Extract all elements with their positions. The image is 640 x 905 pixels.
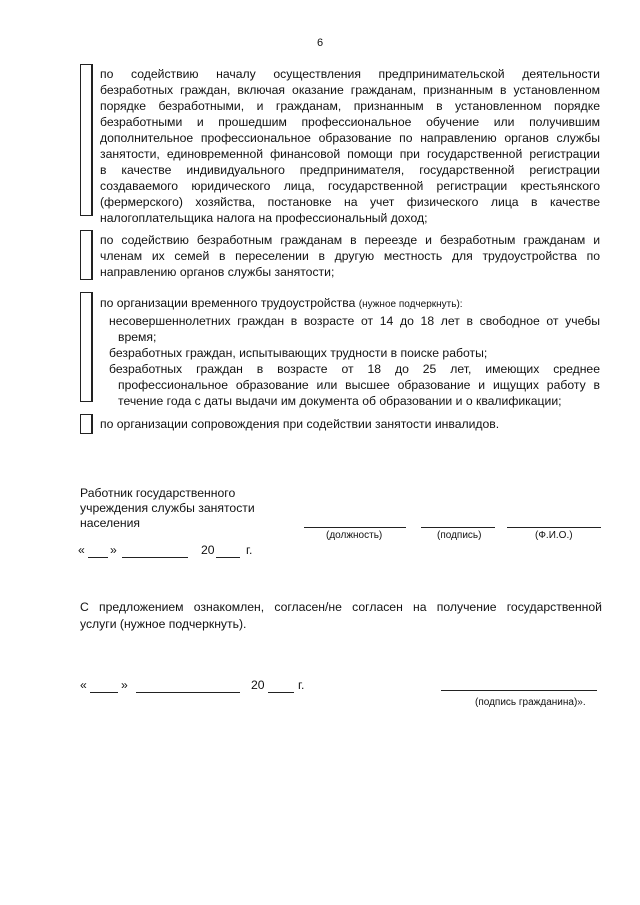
item-1-line: (фермерского) хозяйства, постановке на учет физического лица в качестве	[100, 195, 600, 209]
item-4-line: по организации сопровождения при содействии занятости инвалидов.	[100, 417, 500, 431]
citizen-date-day-line[interactable]	[90, 692, 118, 693]
worker-label-line3: населения	[80, 516, 141, 530]
item-3-option-minors-cont: время;	[118, 330, 157, 344]
item-3-option-difficulty[interactable]: безработных граждан, испытывающих трудности в поиске работы;	[109, 346, 488, 360]
item-1-line: занятости, единовременной финансовой помощи при государственной регистрации	[100, 147, 600, 161]
item-4-checkbox[interactable]	[80, 414, 93, 434]
worker-date-year-line[interactable]	[216, 557, 240, 558]
citizen-date-open-quote: «	[80, 678, 87, 692]
citizen-date-year-line[interactable]	[268, 692, 294, 693]
worker-signature-line[interactable]	[421, 527, 495, 528]
item-1-checkbox[interactable]	[80, 64, 93, 216]
item-2-line: по содействию безработным гражданам в переезде и безработным гражданам и	[100, 233, 600, 247]
citizen-date-year-prefix: 20	[251, 678, 265, 692]
item-1-line: безработных граждан, включая оказание гражданам, признанным в установленном	[100, 83, 600, 97]
fio-caption: (Ф.И.О.)	[535, 530, 573, 541]
worker-label-line2: учреждения службы занятости	[80, 501, 255, 515]
worker-label-line1: Работник государственного	[80, 486, 236, 500]
signature-caption: (подпись)	[437, 530, 482, 541]
item-2-text	[100, 232, 600, 280]
worker-date-close-quote: »	[110, 543, 117, 557]
item-1-line: безработными и прошедшим профессиональное обучение или получившим	[100, 115, 600, 129]
citizen-date-month-line[interactable]	[136, 692, 240, 693]
position-caption: (должность)	[326, 530, 383, 541]
item-1-line: порядке безработными, и гражданам, признанным в установленном порядке	[100, 99, 600, 113]
item-3-option-minors[interactable]: несовершеннолетних граждан в возрасте от 14 до 18 лет в свободное от учебы	[109, 314, 600, 328]
consent-line: услуги (нужное подчеркнуть).	[80, 617, 247, 631]
item-3-text	[100, 295, 600, 409]
item-3-heading-text: по организации временного трудоустройства	[100, 296, 356, 310]
item-3-option-young-cont: профессиональное образование или высшее образование и ищущих работу в	[118, 378, 600, 392]
worker-date-open-quote: «	[78, 543, 85, 557]
citizen-signature-line[interactable]	[441, 690, 597, 691]
item-4-text	[100, 416, 600, 432]
item-1-line: налогоплательщика налога на профессиональный доход;	[100, 211, 428, 225]
item-1-line: создаваемого юридического лица, государственной регистрации крестьянского	[100, 179, 600, 193]
item-3-heading	[100, 295, 600, 313]
worker-date-year-prefix: 20	[201, 543, 215, 557]
item-3-checkbox[interactable]	[80, 292, 93, 402]
worker-date-day-line[interactable]	[88, 557, 108, 558]
consent-text	[80, 599, 602, 633]
item-3-note: (нужное подчеркнуть):	[358, 299, 463, 310]
citizen-signature-caption: (подпись гражданина)».	[475, 697, 586, 708]
consent-line: С предложением ознакомлен, согласен/не согласен на получение государственной	[80, 600, 602, 614]
item-3-option-young-cont: течение года с даты выдачи им документа об образовании и о квалификации;	[118, 394, 562, 408]
item-3-option-young[interactable]: безработных граждан в возрасте от 18 до 25 лет, имеющих среднее	[109, 362, 600, 376]
item-2-checkbox[interactable]	[80, 230, 93, 280]
position-line[interactable]	[304, 527, 406, 528]
fio-line[interactable]	[507, 527, 601, 528]
item-2-line: членам их семей в переселении в другую местность для трудоустройства по	[100, 249, 600, 263]
citizen-date-close-quote: »	[121, 678, 128, 692]
item-2-line: направлению органов службы занятости;	[100, 265, 335, 279]
item-1-text	[100, 66, 600, 226]
item-1-line: дополнительное профессиональное образование по направлению органов службы	[100, 131, 600, 145]
item-1-line: по содействию началу осуществления предпринимательской деятельности	[100, 67, 600, 81]
worker-date-year-suffix: г.	[246, 543, 253, 557]
item-1-line: в качестве индивидуального предпринимателя, государственной регистрации	[100, 163, 600, 177]
worker-date-month-line[interactable]	[122, 557, 188, 558]
citizen-date-year-suffix: г.	[298, 678, 305, 692]
page-number: 6	[316, 37, 324, 49]
